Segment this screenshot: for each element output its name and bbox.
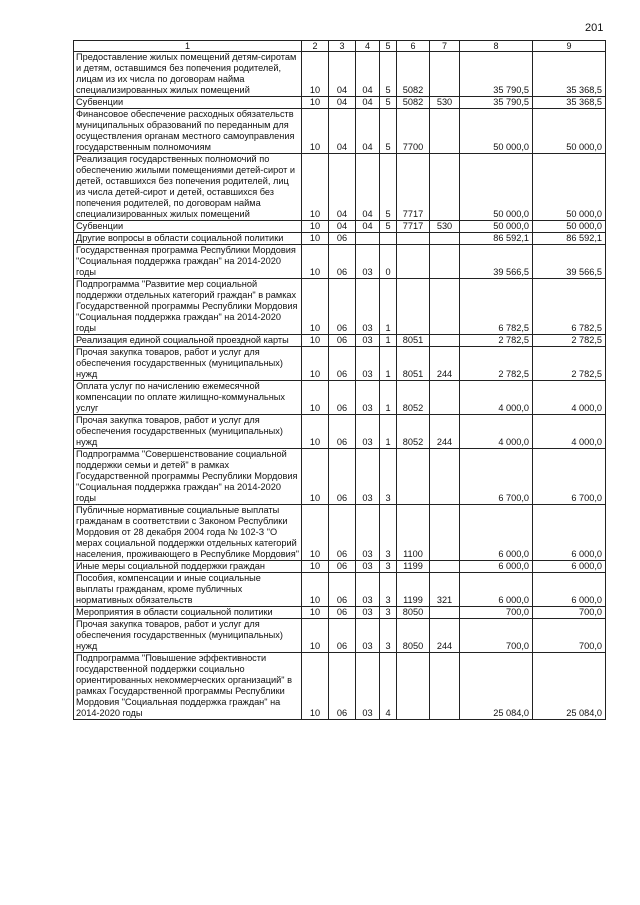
program-cell: 03	[356, 653, 380, 720]
subprogram-cell: 1	[380, 347, 397, 381]
subsection-cell: 06	[329, 619, 356, 653]
amount-2016-cell: 4 000,0	[533, 415, 606, 449]
program-cell: 03	[356, 505, 380, 561]
column-header: 5	[380, 41, 397, 52]
article-cell	[397, 233, 430, 245]
item-name-cell: Подпрограмма "Совершенствование социальной поддержки семьи и детей" в рамках Государственной программы Республики Мордовия "Социальная поддержка граждан" на 2014-2020 годы	[74, 449, 302, 505]
amount-2015-cell: 6 000,0	[460, 505, 533, 561]
amount-2015-cell: 2 782,5	[460, 347, 533, 381]
program-cell: 04	[356, 109, 380, 154]
amount-2016-cell: 2 782,5	[533, 335, 606, 347]
program-cell: 03	[356, 381, 380, 415]
subsection-cell: 04	[329, 154, 356, 221]
article-cell: 7717	[397, 154, 430, 221]
program-cell: 03	[356, 619, 380, 653]
column-header: 6	[397, 41, 430, 52]
expense-type-cell	[430, 381, 460, 415]
amount-2016-cell: 86 592,1	[533, 233, 606, 245]
subprogram-cell: 1	[380, 415, 397, 449]
program-cell: 03	[356, 279, 380, 335]
amount-2016-cell: 6 000,0	[533, 505, 606, 561]
amount-2016-cell: 6 000,0	[533, 573, 606, 607]
expense-type-cell	[430, 653, 460, 720]
subprogram-cell: 3	[380, 561, 397, 573]
amount-2015-cell: 4 000,0	[460, 381, 533, 415]
section-cell: 10	[302, 561, 329, 573]
amount-2016-cell: 700,0	[533, 619, 606, 653]
subsection-cell: 06	[329, 335, 356, 347]
section-cell: 10	[302, 233, 329, 245]
amount-2015-cell: 50 000,0	[460, 154, 533, 221]
article-cell: 1199	[397, 573, 430, 607]
amount-2015-cell: 700,0	[460, 619, 533, 653]
column-header: 8	[460, 41, 533, 52]
section-cell: 10	[302, 221, 329, 233]
article-cell: 8050	[397, 607, 430, 619]
article-cell: 8051	[397, 347, 430, 381]
program-cell: 04	[356, 97, 380, 109]
amount-2015-cell: 35 790,5	[460, 52, 533, 97]
subprogram-cell: 3	[380, 449, 397, 505]
amount-2015-cell: 6 782,5	[460, 279, 533, 335]
header-row	[74, 41, 606, 52]
item-name-cell: Иные меры социальной поддержки граждан	[74, 561, 302, 573]
expense-type-cell	[430, 154, 460, 221]
expense-type-cell	[430, 505, 460, 561]
item-name-cell: Субвенции	[74, 97, 302, 109]
item-name-cell: Прочая закупка товаров, работ и услуг для обеспечения государственных (муниципальных) нужд	[74, 347, 302, 381]
subsection-cell: 06	[329, 415, 356, 449]
table-row	[74, 505, 606, 561]
subprogram-cell: 1	[380, 381, 397, 415]
subsection-cell: 06	[329, 573, 356, 607]
expense-type-cell: 530	[430, 97, 460, 109]
program-cell: 03	[356, 347, 380, 381]
expense-type-cell	[430, 279, 460, 335]
item-name-cell: Публичные нормативные социальные выплаты гражданам в соответствии с Законом Республики Мордовия от 28 декабря 2004 года № 102-З "О мерах социальной поддержки отдельных категорий населения, проживающего в Республике Мордовия"	[74, 505, 302, 561]
expense-type-cell	[430, 245, 460, 279]
table-body	[74, 52, 606, 720]
budget-table	[73, 40, 606, 720]
amount-2015-cell: 25 084,0	[460, 653, 533, 720]
table-row	[74, 347, 606, 381]
column-header: 4	[356, 41, 380, 52]
subsection-cell: 06	[329, 561, 356, 573]
column-header: 9	[533, 41, 606, 52]
amount-2015-cell: 50 000,0	[460, 221, 533, 233]
subprogram-cell: 3	[380, 505, 397, 561]
subsection-cell: 06	[329, 607, 356, 619]
subprogram-cell: 5	[380, 97, 397, 109]
subprogram-cell: 4	[380, 653, 397, 720]
article-cell: 1100	[397, 505, 430, 561]
article-cell: 8051	[397, 335, 430, 347]
program-cell: 03	[356, 245, 380, 279]
subprogram-cell: 0	[380, 245, 397, 279]
amount-2015-cell: 50 000,0	[460, 109, 533, 154]
table-row	[74, 233, 606, 245]
amount-2016-cell: 50 000,0	[533, 221, 606, 233]
table-row	[74, 573, 606, 607]
amount-2015-cell: 35 790,5	[460, 97, 533, 109]
amount-2016-cell: 35 368,5	[533, 97, 606, 109]
program-cell: 03	[356, 335, 380, 347]
item-name-cell: Прочая закупка товаров, работ и услуг для обеспечения государственных (муниципальных) нужд	[74, 415, 302, 449]
amount-2016-cell: 700,0	[533, 607, 606, 619]
subprogram-cell: 3	[380, 619, 397, 653]
amount-2016-cell: 50 000,0	[533, 154, 606, 221]
table-row	[74, 335, 606, 347]
subprogram-cell: 1	[380, 335, 397, 347]
subsection-cell: 06	[329, 279, 356, 335]
article-cell	[397, 245, 430, 279]
section-cell: 10	[302, 335, 329, 347]
program-cell: 03	[356, 607, 380, 619]
section-cell: 10	[302, 97, 329, 109]
section-cell: 10	[302, 381, 329, 415]
amount-2015-cell: 700,0	[460, 607, 533, 619]
subprogram-cell: 3	[380, 607, 397, 619]
section-cell: 10	[302, 154, 329, 221]
article-cell: 5082	[397, 97, 430, 109]
subprogram-cell: 3	[380, 573, 397, 607]
amount-2015-cell: 6 000,0	[460, 573, 533, 607]
item-name-cell: Реализация единой социальной проездной карты	[74, 335, 302, 347]
page-number: 201	[585, 22, 604, 34]
expense-type-cell	[430, 561, 460, 573]
expense-type-cell	[430, 449, 460, 505]
subprogram-cell	[380, 233, 397, 245]
item-name-cell: Прочая закупка товаров, работ и услуг для обеспечения государственных (муниципальных) нужд	[74, 619, 302, 653]
program-cell: 03	[356, 415, 380, 449]
amount-2015-cell: 2 782,5	[460, 335, 533, 347]
article-cell: 8052	[397, 415, 430, 449]
item-name-cell: Пособия, компенсации и иные социальные выплаты гражданам, кроме публичных нормативных обязательств	[74, 573, 302, 607]
subsection-cell: 06	[329, 245, 356, 279]
expense-type-cell: 244	[430, 415, 460, 449]
amount-2016-cell: 6 700,0	[533, 449, 606, 505]
table-row	[74, 607, 606, 619]
expense-type-cell	[430, 233, 460, 245]
item-name-cell: Субвенции	[74, 221, 302, 233]
subsection-cell: 06	[329, 381, 356, 415]
amount-2016-cell: 50 000,0	[533, 109, 606, 154]
table-row	[74, 279, 606, 335]
section-cell: 10	[302, 449, 329, 505]
amount-2015-cell: 6 000,0	[460, 561, 533, 573]
table-row	[74, 245, 606, 279]
item-name-cell: Реализация государственных полномочий по обеспечению жилыми помещениями детей-сирот и детей, оставшихся без попечения родителей, лиц из числа детей-сирот и детей, оставшихся без попечения родителей, по договорам найма специализированных жилых помещений	[74, 154, 302, 221]
table-row	[74, 52, 606, 97]
amount-2015-cell: 39 566,5	[460, 245, 533, 279]
item-name-cell: Предоставление жилых помещений детям-сиротам и детям, оставшимся без попечения родителей, лицам из их числа по договорам найма специализированных жилых помещений	[74, 52, 302, 97]
subprogram-cell: 1	[380, 279, 397, 335]
table-row	[74, 415, 606, 449]
amount-2016-cell: 35 368,5	[533, 52, 606, 97]
section-cell: 10	[302, 245, 329, 279]
amount-2015-cell: 4 000,0	[460, 415, 533, 449]
expense-type-cell: 321	[430, 573, 460, 607]
expense-type-cell	[430, 52, 460, 97]
program-cell: 04	[356, 154, 380, 221]
article-cell	[397, 279, 430, 335]
subsection-cell: 04	[329, 221, 356, 233]
item-name-cell: Другие вопросы в области социальной политики	[74, 233, 302, 245]
item-name-cell: Мероприятия в области социальной политики	[74, 607, 302, 619]
amount-2016-cell: 6 782,5	[533, 279, 606, 335]
article-cell: 8050	[397, 619, 430, 653]
expense-type-cell: 244	[430, 619, 460, 653]
table-row	[74, 381, 606, 415]
expense-type-cell: 530	[430, 221, 460, 233]
subsection-cell: 06	[329, 233, 356, 245]
section-cell: 10	[302, 109, 329, 154]
subprogram-cell: 5	[380, 221, 397, 233]
program-cell: 04	[356, 221, 380, 233]
article-cell: 5082	[397, 52, 430, 97]
item-name-cell: Государственная программа Республики Мордовия "Социальная поддержка граждан" на 2014-2020 годы	[74, 245, 302, 279]
subprogram-cell: 5	[380, 109, 397, 154]
section-cell: 10	[302, 607, 329, 619]
section-cell: 10	[302, 573, 329, 607]
item-name-cell: Подпрограмма "Повышение эффективности государственной поддержки социально ориентированных некоммерческих организаций" в рамках Государственной программы Республики Мордовия "Социальная поддержка граждан" на 2014-2020 годы	[74, 653, 302, 720]
amount-2016-cell: 4 000,0	[533, 381, 606, 415]
article-cell: 8052	[397, 381, 430, 415]
program-cell: 03	[356, 449, 380, 505]
amount-2015-cell: 86 592,1	[460, 233, 533, 245]
subprogram-cell: 5	[380, 52, 397, 97]
table-row	[74, 653, 606, 720]
budget-table-container	[73, 40, 605, 720]
amount-2016-cell: 2 782,5	[533, 347, 606, 381]
program-cell: 03	[356, 561, 380, 573]
subsection-cell: 04	[329, 52, 356, 97]
article-cell: 7700	[397, 109, 430, 154]
subsection-cell: 06	[329, 347, 356, 381]
program-cell	[356, 233, 380, 245]
table-row	[74, 561, 606, 573]
section-cell: 10	[302, 52, 329, 97]
column-header: 2	[302, 41, 329, 52]
program-cell: 04	[356, 52, 380, 97]
subsection-cell: 06	[329, 653, 356, 720]
expense-type-cell	[430, 335, 460, 347]
amount-2016-cell: 39 566,5	[533, 245, 606, 279]
amount-2015-cell: 6 700,0	[460, 449, 533, 505]
item-name-cell: Финансовое обеспечение расходных обязательств муниципальных образований по переданным для осуществления органам местного самоуправления государственным полномочиям	[74, 109, 302, 154]
item-name-cell: Подпрограмма "Развитие мер социальной поддержки отдельных категорий граждан" в рамках Государственной программы Республики Мордовия "Социальная поддержка граждан" на 2014-2020 годы	[74, 279, 302, 335]
subprogram-cell: 5	[380, 154, 397, 221]
item-name-cell: Оплата услуг по начислению ежемесячной компенсации по оплате жилищно-коммунальных услуг	[74, 381, 302, 415]
column-header: 7	[430, 41, 460, 52]
subsection-cell: 06	[329, 505, 356, 561]
article-cell: 1199	[397, 561, 430, 573]
column-header: 1	[74, 41, 302, 52]
table-row	[74, 154, 606, 221]
expense-type-cell: 244	[430, 347, 460, 381]
table-row	[74, 221, 606, 233]
section-cell: 10	[302, 505, 329, 561]
article-cell	[397, 449, 430, 505]
column-header: 3	[329, 41, 356, 52]
table-row	[74, 619, 606, 653]
expense-type-cell	[430, 109, 460, 154]
amount-2016-cell: 6 000,0	[533, 561, 606, 573]
section-cell: 10	[302, 653, 329, 720]
amount-2016-cell: 25 084,0	[533, 653, 606, 720]
article-cell	[397, 653, 430, 720]
section-cell: 10	[302, 347, 329, 381]
section-cell: 10	[302, 279, 329, 335]
subsection-cell: 06	[329, 449, 356, 505]
program-cell: 03	[356, 573, 380, 607]
expense-type-cell	[430, 607, 460, 619]
subsection-cell: 04	[329, 109, 356, 154]
article-cell: 7717	[397, 221, 430, 233]
table-row	[74, 449, 606, 505]
table-row	[74, 97, 606, 109]
subsection-cell: 04	[329, 97, 356, 109]
section-cell: 10	[302, 415, 329, 449]
table-row	[74, 109, 606, 154]
section-cell: 10	[302, 619, 329, 653]
